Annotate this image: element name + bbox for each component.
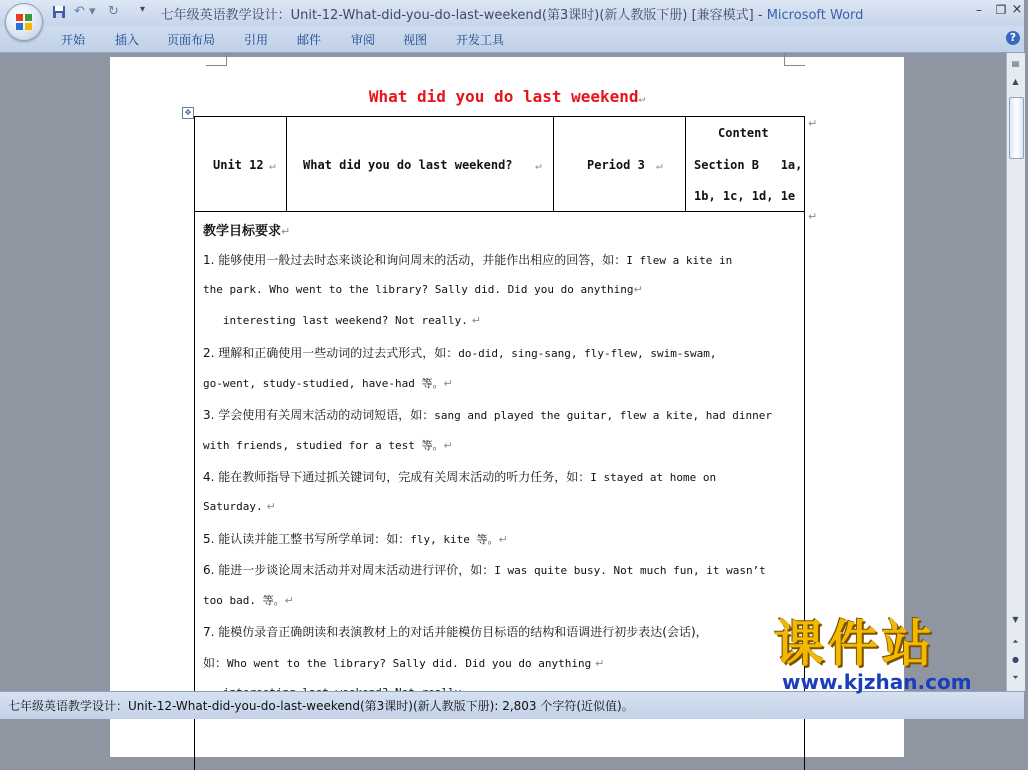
undo-icon[interactable]: ↶ ▾	[74, 4, 96, 19]
paragraph-mark: ↵	[281, 225, 291, 238]
minimize-button[interactable]: –	[976, 3, 982, 17]
body-line	[203, 406, 772, 423]
body-line	[203, 592, 294, 608]
line-cn: 5. 能认读并能工整书写所学单词：如：	[203, 532, 411, 546]
scroll-down-icon[interactable]: ▼	[1012, 615, 1019, 624]
topic-label: What did you do last weekend?	[303, 158, 513, 172]
line-en: Saturday.	[203, 500, 263, 513]
tab-view[interactable]: 视图	[403, 33, 428, 47]
cell-topic	[287, 117, 554, 211]
line-en: go-went, study-studied, have-had 等。	[203, 377, 444, 390]
cell-end-mark: ↵	[269, 159, 276, 172]
period-label: Period 3	[587, 158, 645, 172]
body-line	[203, 313, 481, 327]
tab-review[interactable]: 审阅	[351, 33, 376, 47]
table-move-handle-icon[interactable]: ✥	[182, 107, 194, 119]
document-area	[0, 53, 1006, 691]
cell-content	[686, 117, 804, 211]
ribbon-tab-bar	[0, 26, 1024, 53]
restore-button[interactable]: ❐	[995, 3, 1007, 17]
line-cn: 4. 能在教师指导下通过抓关键词句，完成有关周末活动的听力任务，如：	[203, 470, 591, 484]
line-en: too bad. 等。	[203, 594, 285, 607]
body-line	[203, 623, 708, 640]
redo-icon[interactable]: ↻	[108, 4, 119, 19]
vertical-scrollbar[interactable]	[1006, 53, 1025, 691]
office-logo-icon	[15, 13, 33, 31]
window-title	[0, 4, 1024, 23]
line-en: with friends, studied for a test 等。	[203, 439, 444, 452]
paragraph-mark: ↵	[284, 594, 294, 607]
heading-text: What did you do last weekend	[368, 87, 639, 106]
office-button[interactable]	[5, 3, 43, 41]
paragraph-mark: ↵	[633, 283, 643, 296]
objectives-heading	[203, 220, 290, 239]
watermark-cn: 课件站	[774, 615, 936, 673]
line-cn: 6. 能进一步谈论周末活动并对周末活动进行评价，如：	[203, 563, 495, 577]
cell-unit	[195, 117, 287, 211]
header-table	[194, 116, 805, 212]
content-label: Content	[718, 126, 769, 140]
watermark-url: www.kjzhan.com	[782, 670, 972, 694]
line-en: sang and played the guitar, flew a kite, had dinner	[434, 409, 773, 422]
tab-developer[interactable]: 开发工具	[456, 33, 505, 47]
line-cn: 7. 能模仿录音正确朗读和表演教材上的对话并能模仿目标语的结构和语调进行初步表达(会话)，	[203, 625, 708, 639]
help-icon[interactable]: ?	[1006, 31, 1020, 45]
line-cn: 1. 能够使用一般过去时态来谈论和询问周末的活动，并能作出相应的回答，如：	[203, 253, 627, 267]
body-line	[203, 344, 717, 361]
cell-end-mark: ↵	[535, 159, 542, 172]
body-line	[203, 437, 453, 453]
line-cn: 2. 理解和正确使用一些动词的过去式形式，如：	[203, 346, 459, 360]
paragraph-mark: ↵	[595, 657, 605, 670]
line-en: the park. Who went to the library? Sally did. Did you do anything	[203, 283, 634, 296]
line-en: I flew a kite in	[626, 254, 733, 267]
body-line	[203, 654, 604, 671]
margin-corner-mark	[206, 53, 227, 66]
line-en: fly, kite 等。	[410, 533, 499, 546]
status-text: 七年级英语教学设计：Unit-12-What-did-you-do-last-weekend(第3课时)(新人教版下册): 2,803 个字符(近似值)。	[8, 699, 634, 713]
row-end-mark: ↵	[808, 210, 818, 223]
tab-references[interactable]: 引用	[244, 33, 269, 47]
line-cn: 3. 学会使用有关周末活动的动词短语，如：	[203, 408, 435, 422]
body-line	[203, 468, 716, 485]
paragraph-mark: ↵	[266, 500, 276, 513]
unit-label: Unit 12	[213, 158, 264, 172]
content-line-2: 1b, 1c, 1d, 1e	[694, 189, 796, 203]
document-heading	[110, 87, 904, 106]
line-en: do-did, sing-sang, fly-flew, swim-swam,	[458, 347, 717, 360]
row-end-mark: ↵	[808, 117, 818, 130]
body-line	[203, 499, 276, 513]
body-line	[203, 375, 453, 391]
site-watermark	[774, 616, 1014, 694]
paragraph-mark: ↵	[638, 92, 646, 105]
paragraph-mark: ↵	[498, 533, 508, 546]
ruler-toggle-icon[interactable]: ▤	[1011, 59, 1020, 68]
tab-home[interactable]: 开始	[61, 33, 86, 47]
status-bar	[0, 691, 1024, 719]
tab-insert[interactable]: 插入	[115, 33, 140, 47]
select-browse-object-icon[interactable]: ●	[1012, 655, 1019, 664]
title-bar	[0, 0, 1024, 26]
line-en: Who went to the library? Sally did. Did you do anything	[227, 657, 592, 670]
close-button[interactable]: ×	[1011, 2, 1023, 17]
previous-page-icon[interactable]: ⏶	[1012, 637, 1019, 646]
body-line	[203, 251, 732, 268]
document-title-text: 七年级英语教学设计：Unit-12-What-did-you-do-last-weekend(第3课时)(新人教版下册) [兼容模式] -	[160, 8, 767, 23]
next-page-icon[interactable]: ⏷	[1012, 673, 1019, 682]
objectives-cell	[194, 210, 805, 770]
scroll-up-icon[interactable]: ▲	[1012, 77, 1019, 86]
line-cn: 教学目标要求	[203, 224, 282, 239]
app-name: Microsoft Word	[766, 8, 864, 23]
body-line	[203, 282, 643, 296]
content-line-1: Section B 1a,	[694, 158, 803, 172]
line-en: interesting last weekend? Not really.	[203, 314, 468, 327]
customize-qat-icon[interactable]: ▾	[140, 4, 146, 15]
body-line	[203, 530, 508, 547]
tab-mailings[interactable]: 邮件	[297, 33, 322, 47]
line-en: I was quite busy. Not much fun, it wasn’t	[494, 564, 766, 577]
paragraph-mark: ↵	[471, 314, 481, 327]
scroll-thumb[interactable]	[1009, 97, 1024, 159]
body-line	[203, 561, 766, 578]
tab-page-layout[interactable]: 页面布局	[167, 33, 216, 47]
line-en: I stayed at home on	[590, 471, 717, 484]
cell-end-mark: ↵	[656, 159, 663, 172]
cell-period	[554, 117, 686, 211]
paragraph-mark: ↵	[443, 439, 453, 452]
line-cn: 如：	[203, 656, 228, 670]
margin-corner-mark	[784, 53, 805, 66]
paragraph-mark: ↵	[443, 377, 453, 390]
